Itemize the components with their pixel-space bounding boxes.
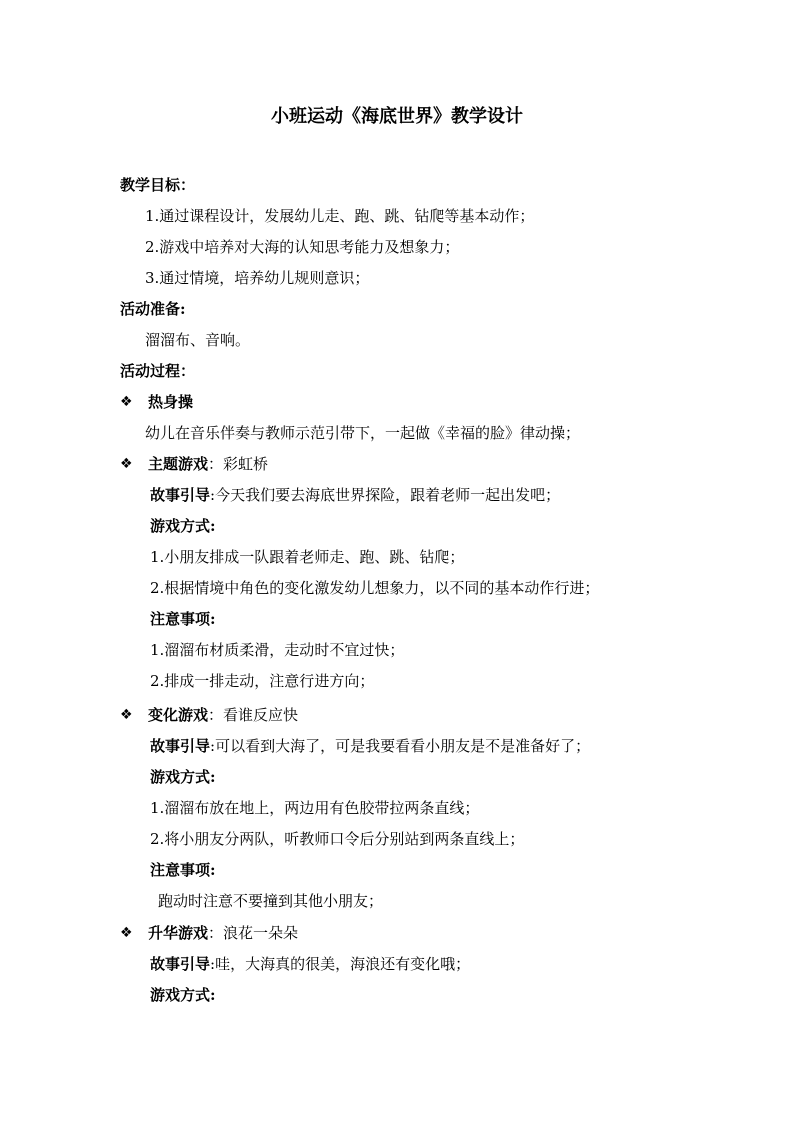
- change-game-name: ：看谁反应快: [208, 706, 299, 724]
- advanced-game-label: 升华游戏: [148, 924, 209, 942]
- story-text: :可以看到大海了，可是我要看看小朋友是不是准备好了；: [210, 737, 591, 755]
- theme-game-method: 1.小朋友排成一队跟着老师走、跑、跳、钻爬；: [150, 548, 465, 566]
- preparation-text: 溜溜布、音响。: [145, 331, 251, 349]
- story-text: :今天我们要去海底世界探险，跟着老师一起出发吧；: [210, 486, 561, 504]
- warmup-title: 热身操: [148, 393, 194, 411]
- objectives-heading: 教学目标：: [120, 176, 196, 194]
- theme-game-notes-label: 注意事项:: [150, 610, 216, 628]
- story-text: :哇，大海真的很美，海浪还有变化哦；: [210, 955, 471, 973]
- change-game-notes-label: 注意事项:: [150, 861, 216, 879]
- theme-game-story: [150, 484, 560, 506]
- theme-game-name: ：彩虹桥: [208, 455, 269, 473]
- change-game-method: 2.将小朋友分两队，听教师口令后分别站到两条直线上；: [150, 830, 525, 848]
- advanced-game-story: [150, 953, 470, 975]
- story-label: 故事引导: [150, 955, 211, 973]
- advanced-game-method-label: 游戏方式:: [150, 986, 216, 1004]
- theme-game-label: 主题游戏: [148, 455, 209, 473]
- diamond-bullet-icon: ❖: [120, 925, 133, 941]
- advanced-game-name: ：浪花一朵朵: [208, 924, 299, 942]
- diamond-bullet-icon: ❖: [120, 394, 133, 410]
- process-heading: 活动过程：: [120, 362, 196, 380]
- document-title: 小班运动《海底世界》教学设计: [271, 106, 523, 127]
- preparation-heading: 活动准备:: [120, 300, 186, 318]
- advanced-game-heading: [148, 922, 298, 944]
- change-game-label: 变化游戏: [148, 706, 209, 724]
- warmup-text: 幼儿在音乐伴奏与教师示范引带下，一起做《幸福的脸》律动操；: [145, 424, 581, 442]
- change-game-method: 1.溜溜布放在地上，两边用有色胶带拉两条直线；: [150, 799, 480, 817]
- diamond-bullet-icon: ❖: [120, 456, 133, 472]
- theme-game-method-label: 游戏方式:: [150, 517, 216, 535]
- theme-game-note: 2.排成一排走动，注意行进方向；: [150, 672, 375, 690]
- theme-game-heading: [148, 453, 268, 475]
- change-game-note: 跑动时注意不要撞到其他小朋友；: [158, 892, 384, 910]
- objective-item: 3.通过情境，培养幼儿规则意识；: [145, 269, 370, 287]
- change-game-method-label: 游戏方式:: [150, 768, 216, 786]
- story-label: 故事引导: [150, 737, 211, 755]
- change-game-story: [150, 735, 590, 757]
- story-label: 故事引导: [150, 486, 211, 504]
- objective-item: 1.通过课程设计，发展幼儿走、跑、跳、钻爬等基本动作；: [145, 207, 535, 225]
- theme-game-method: 2.根据情境中角色的变化激发幼儿想象力，以不同的基本动作行进；: [150, 579, 600, 597]
- theme-game-note: 1.溜溜布材质柔滑，走动时不宜过快；: [150, 641, 405, 659]
- diamond-bullet-icon: ❖: [120, 707, 133, 723]
- objective-item: 2.游戏中培养对大海的认知思考能力及想象力；: [145, 238, 460, 256]
- change-game-heading: [148, 704, 298, 726]
